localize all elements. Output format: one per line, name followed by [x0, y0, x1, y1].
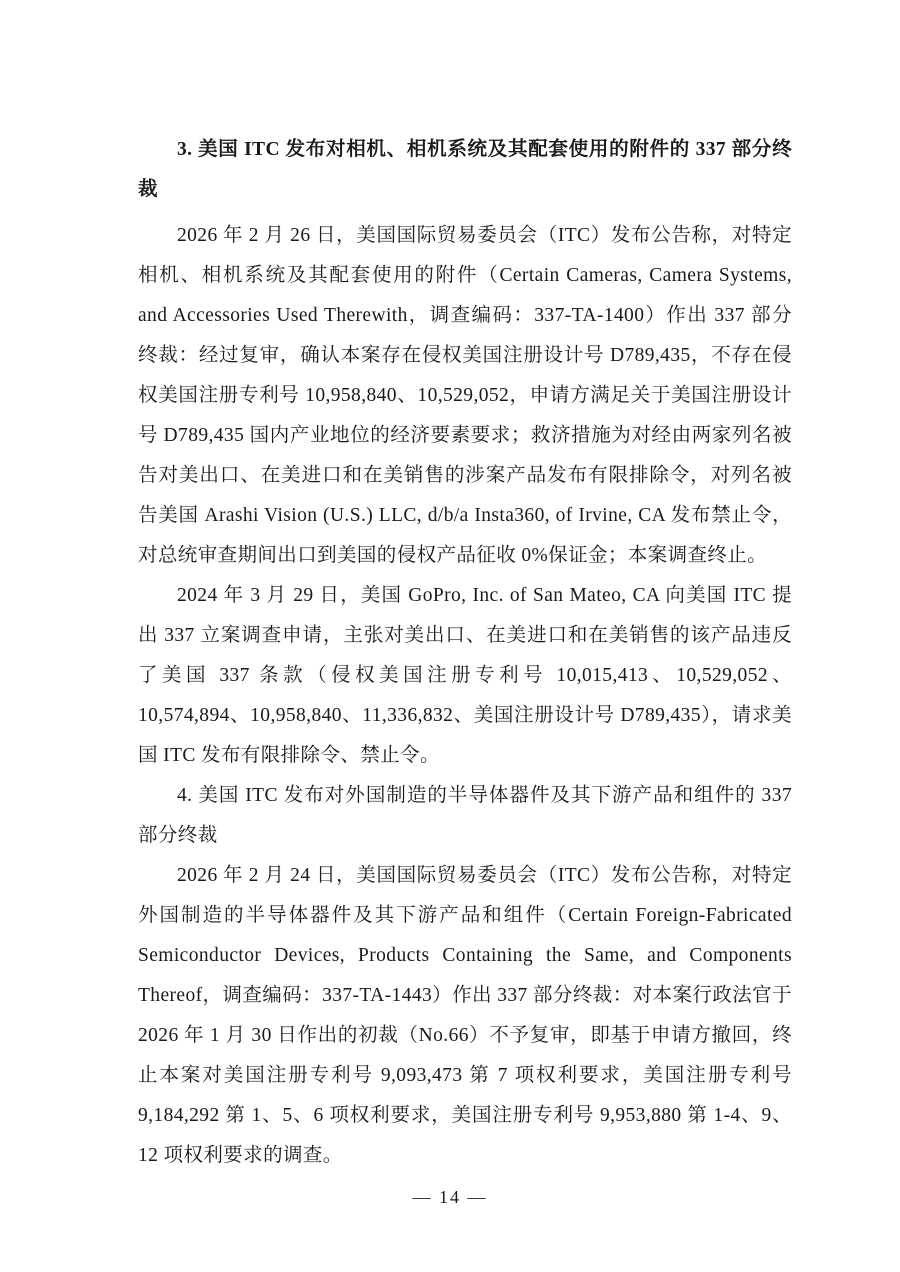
section-heading-3: 3. 美国 ITC 发布对相机、相机系统及其配套使用的附件的 337 部分终裁 [138, 139, 792, 200]
section-3-paragraph-1: 2026 年 2 月 26 日，美国国际贸易委员会（ITC）发布公告称，对特定相机、相机系统及其配套使用的附件（Certain Cameras, Camera Systems, and Accessories Used Therewith，调查编码：337-TA-1400）作出 337 部分终裁：经过复审，确认本案存在侵权美国注册设计号 D789,435，不存在侵权美国注册专利号 10,958,840、10,529,052，申请方满足关于美国注册设计号 D789,435 国内产业地位的经济要素要求；救济措施为对经由两家列名被告对美出口、在美进口和在美销售的涉案产品发布有限排除令，对列名被告美国 Arashi Vision (U.S.) LLC, d/b/a Insta360, of Irvine, CA 发布禁止令，对总统审查期间出口到美国的侵权产品征收 0%保证金；本案调查终止。 [138, 225, 792, 566]
page-number: — 14 — [412, 1187, 488, 1207]
section-3-paragraph-2: 2024 年 3 月 29 日，美国 GoPro, Inc. of San Mateo, CA 向美国 ITC 提出 337 立案调查申请，主张对美出口、在美进口和在美销售的该产品违反了美国 337 条款（侵权美国注册专利号 10,015,413、10,529,052、10,574,894、10,958,840、11,336,832、美国注册设计号 D789,435），请求美国 ITC 发布有限排除令、禁止令。 [138, 585, 792, 766]
page-footer [0, 1187, 900, 1208]
document-body [138, 130, 792, 1176]
section-heading-4: 4. 美国 ITC 发布对外国制造的半导体器件及其下游产品和组件的 337 部分终裁 [138, 785, 792, 846]
section-4-paragraph-1: 2026 年 2 月 24 日，美国国际贸易委员会（ITC）发布公告称，对特定外国制造的半导体器件及其下游产品和组件（Certain Foreign-Fabricated Semiconductor Devices, Products Containing the Same, and Components Thereof，调查编码：337-TA-1443）作出 337 部分终裁：对本案行政法官于 2026 年 1 月 30 日作出的初裁（No.66）不予复审，即基于申请方撤回，终止本案对美国注册专利号 9,093,473 第 7 项权利要求，美国注册专利号 9,184,292 第 1、5、6 项权利要求，美国注册专利号 9,953,880 第 1-4、9、12 项权利要求的调查。 [138, 865, 792, 1166]
